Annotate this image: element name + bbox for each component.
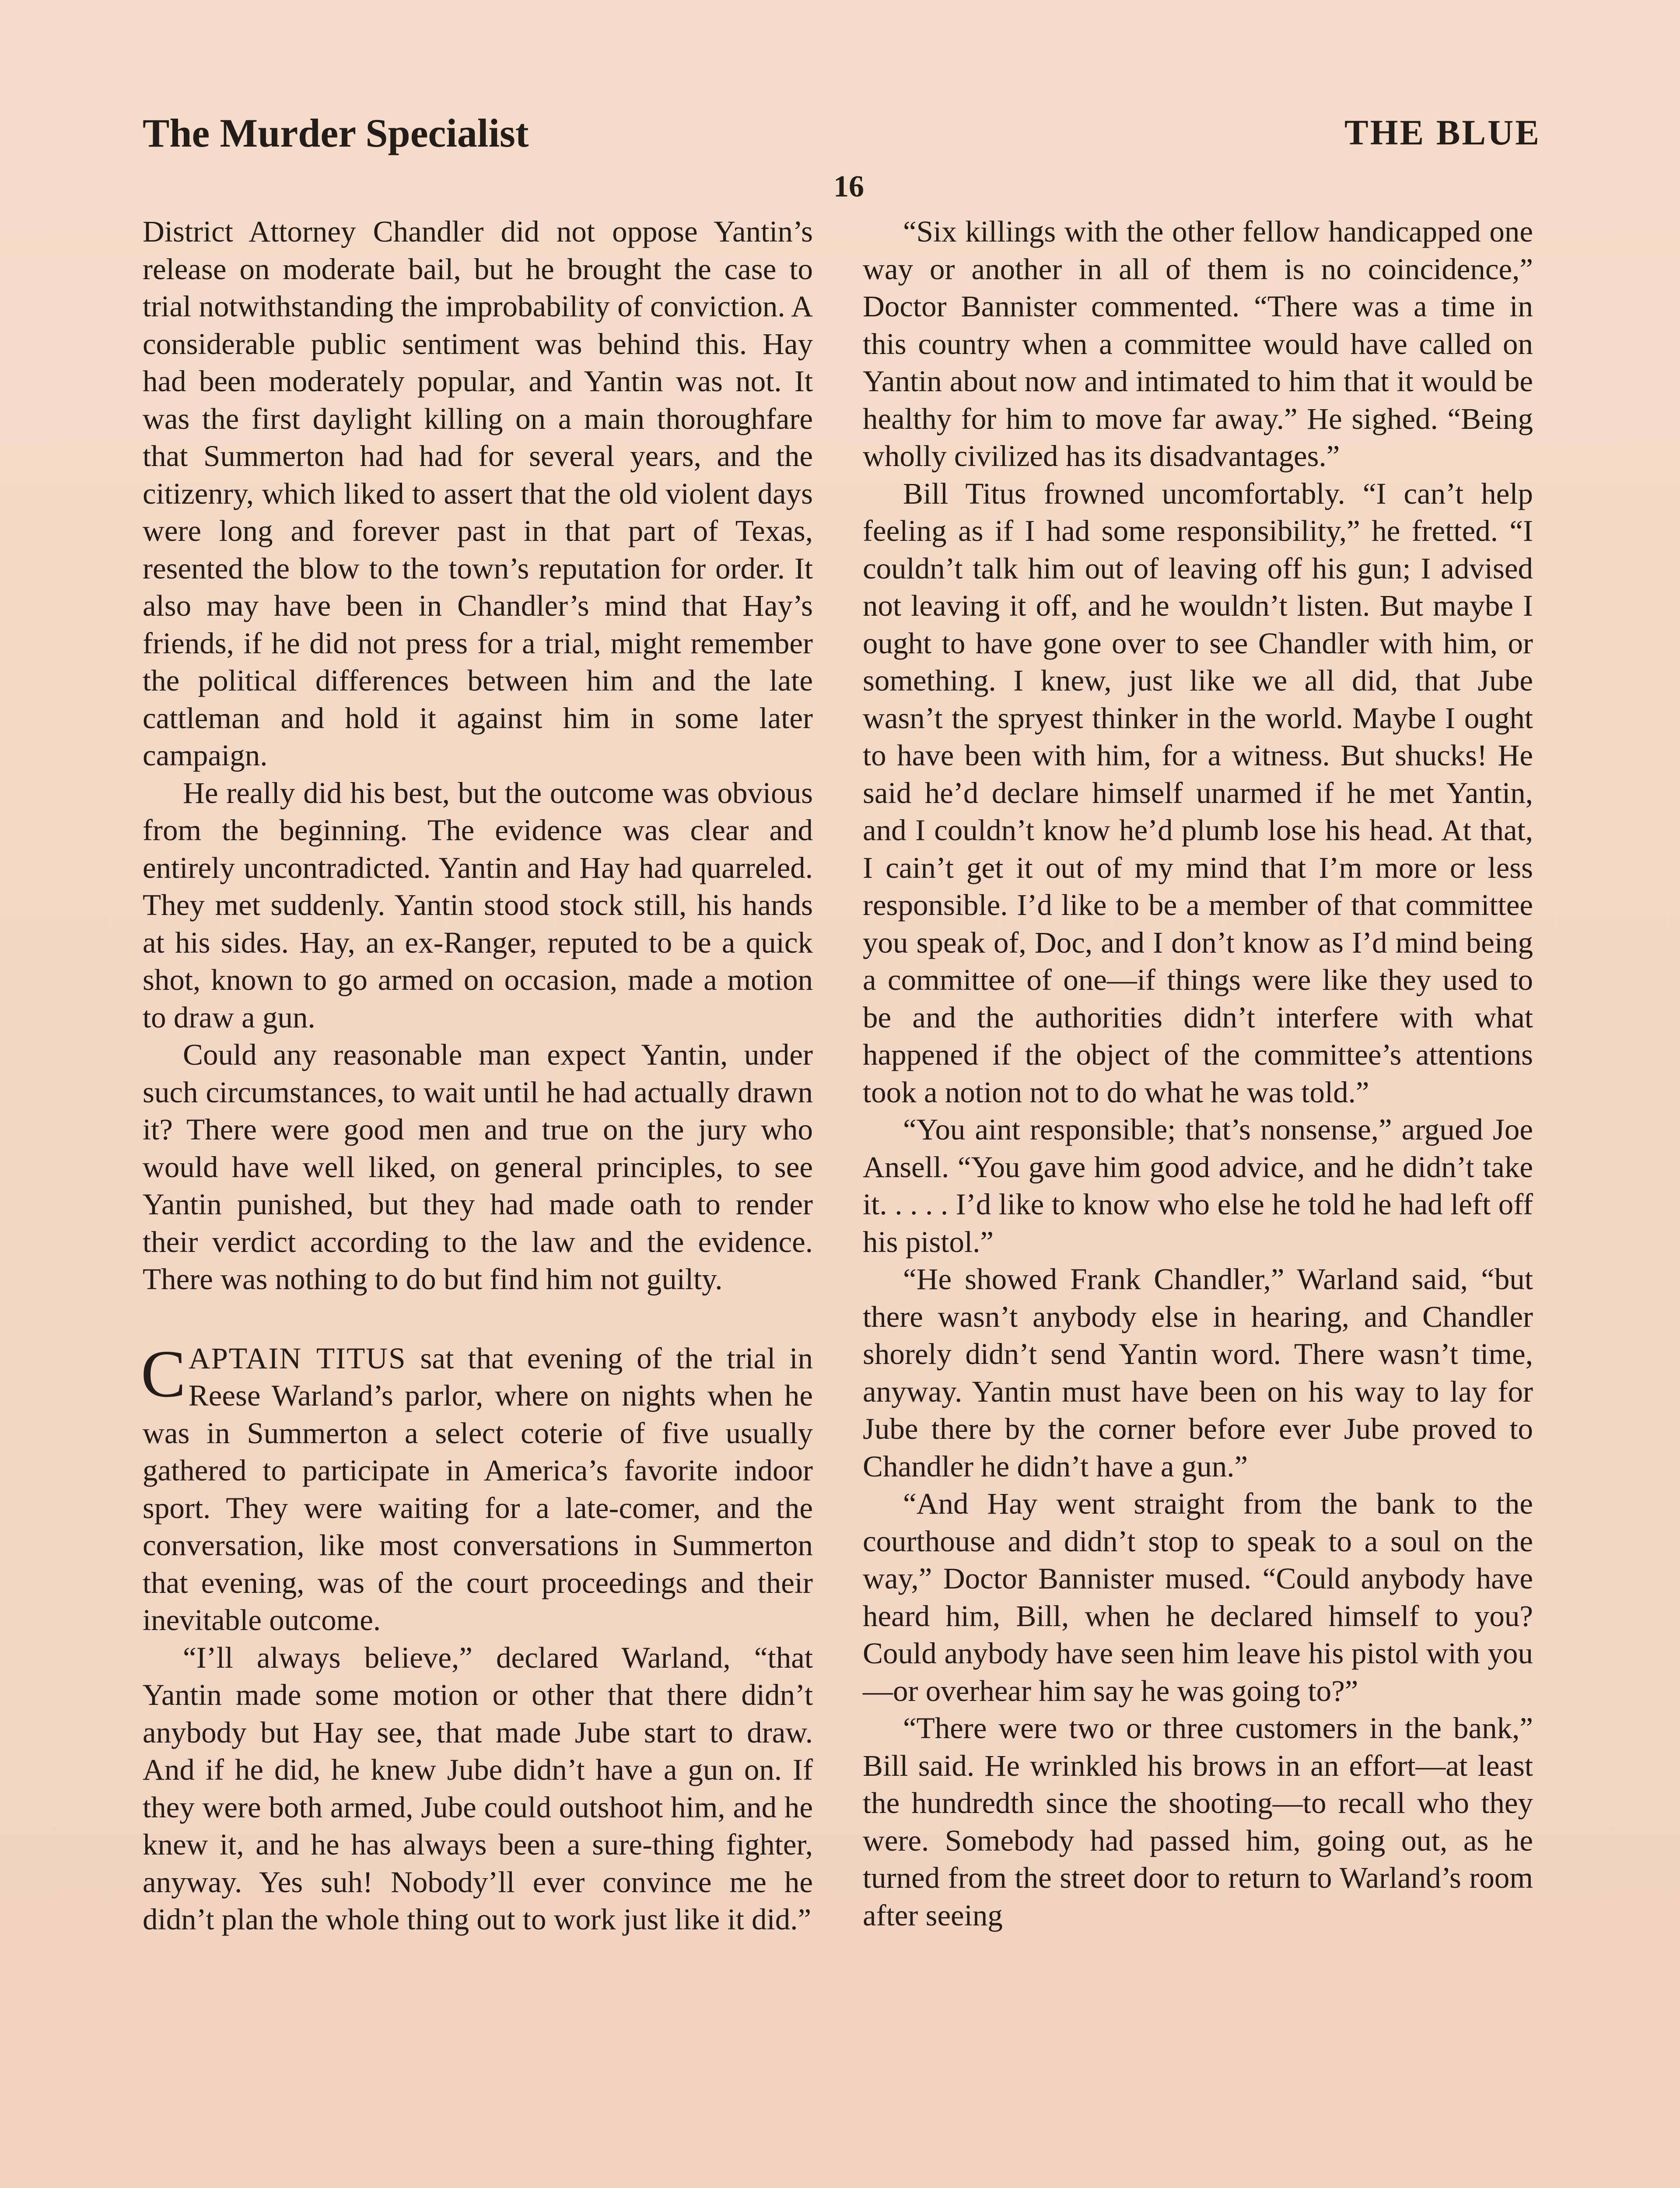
paragraph: “And Hay went straight from the bank to the courthouse and didn’t stop to speak to a soul on the way,” Doctor Bannister mused. “Could anybody have heard him, Bill, when he declared himself to you? Could anybody have seen him leave his pistol with you—or overhear him say he was going to?” [863, 1487, 1533, 1708]
paragraph-text: sat that evening of the trial in Reese Warland’s parlor, where on nights when he was in Summerton a select coterie of five usually gathered to participate in America’s favorite indoor sport. They were waiting for a late-comer, and the conversation, like most conversations in Summerton that evening, was of the court proceedings and their inevitable outcome. [143, 1341, 813, 1637]
section-opening-paragraph [141, 1336, 813, 1639]
paragraph: “There were two or three customers in the bank,” Bill said. He wrinkled his brows in an effort—at least the hundredth since the shooting—to recall who they were. Somebody had passed him, going out, as he turned from the street door to return to Warland’s room after seeing [863, 1711, 1533, 1932]
drop-cap: C [141, 1336, 186, 1411]
left-text-column [143, 213, 813, 1939]
magazine-title: THE BLUE [1344, 112, 1541, 152]
paragraph: “Six killings with the other fellow handicapped one way or another in all of them is no coincidence,” Doctor Bannister commented. “There was a time in this country when a committee would have called on Yantin about now and intimated to him that it would be healthy for him to move far away.” He sighed. “Being wholly civilized has its disadvantages.” [863, 215, 1533, 473]
paragraph: District Attorney Chandler did not oppose Yantin’s release on moderate bail, but he brought the case to trial notwithstanding the improbability of conviction. A considerable public sentiment was behind this. Hay had been moderately popular, and Yantin was not. It was the first daylight killing on a main thoroughfare that Summerton had had for several years, and the citizenry, which liked to assert that the old violent days were long and forever past in that part of Texas, resented the blow to the town’s reputation for order. It also may have been in Chandler’s mind that Hay’s friends, if he did not press for a trial, might remember the political differences between him and the late cattleman and hold it against him in some later campaign. [143, 215, 813, 772]
page-number: 16 [833, 170, 864, 203]
paragraph: Could any reasonable man expect Yantin, under such circumstances, to wait until he had actually drawn it? There were good men and true on the jury who would have well liked, on general principles, to see Yantin punished, but they had made oath to render their verdict according to the law and the evidence. There was nothing to do but find him not guilty. [143, 1038, 813, 1296]
story-title: The Murder Specialist [143, 111, 529, 155]
opening-caps: APTAIN TITUS [188, 1341, 406, 1375]
paragraph: “He showed Frank Chandler,” Warland said, “but there wasn’t anybody else in hearing, and Chandler shorely didn’t send Yantin word. There wasn’t time, anyway. Yantin must have been on his way to lay for Jube there by the corner before ever Jube proved to Chandler he didn’t have a gun.” [863, 1262, 1533, 1483]
paragraph: Bill Titus frowned uncomfortably. “I can’t help feeling as if I had some responsibility,” he fretted. “I couldn’t talk him out of leaving off his gun; I advised not leaving it off, and he wouldn’t listen. But maybe I ought to have gone over to see Chandler with him, or something. I knew, just like we all did, that Jube wasn’t the spryest thinker in the world. Maybe I ought to have been with him, for a witness. But shucks! He said he’d declare himself unarmed if he met Yantin, and I couldn’t know he’d plumb lose his head. At that, I cain’t get it out of my mind that I’m more or less responsible. I’d like to be a member of that committee you speak of, Doc, and I don’t know as I’d mind being a committee of one—if things were like they used to be and the authorities didn’t interfere with what happened if the object of the committee’s attentions took a notion not to do what he was told.” [863, 477, 1533, 1109]
right-text-column [863, 213, 1533, 1934]
paragraph: He really did his best, but the outcome was obvious from the beginning. The evidence was clear and entirely uncontradicted. Yantin and Hay had quarreled. They met suddenly. Yantin stood stock still, his hands at his sides. Hay, an ex-Ranger, reputed to be a quick shot, known to go armed on occasion, made a motion to draw a gun. [143, 776, 813, 1034]
paragraph: “I’ll always believe,” declared Warland, “that Yantin made some motion or other that there didn’t anybody but Hay see, that made Jube start to draw. And if he did, he knew Jube didn’t have a gun on. If they were both armed, Jube could outshoot him, and he knew it, and he has always been a sure-thing fighter, anyway. Yes suh! Nobody’ll ever convince me he didn’t plan the whole thing out to work just like it did.” [143, 1641, 813, 1936]
paragraph: “You aint responsible; that’s nonsense,” argued Joe Ansell. “You gave him good advice, and he didn’t take it. . . . . I’d like to know who else he told he had left off his pistol.” [863, 1113, 1533, 1259]
